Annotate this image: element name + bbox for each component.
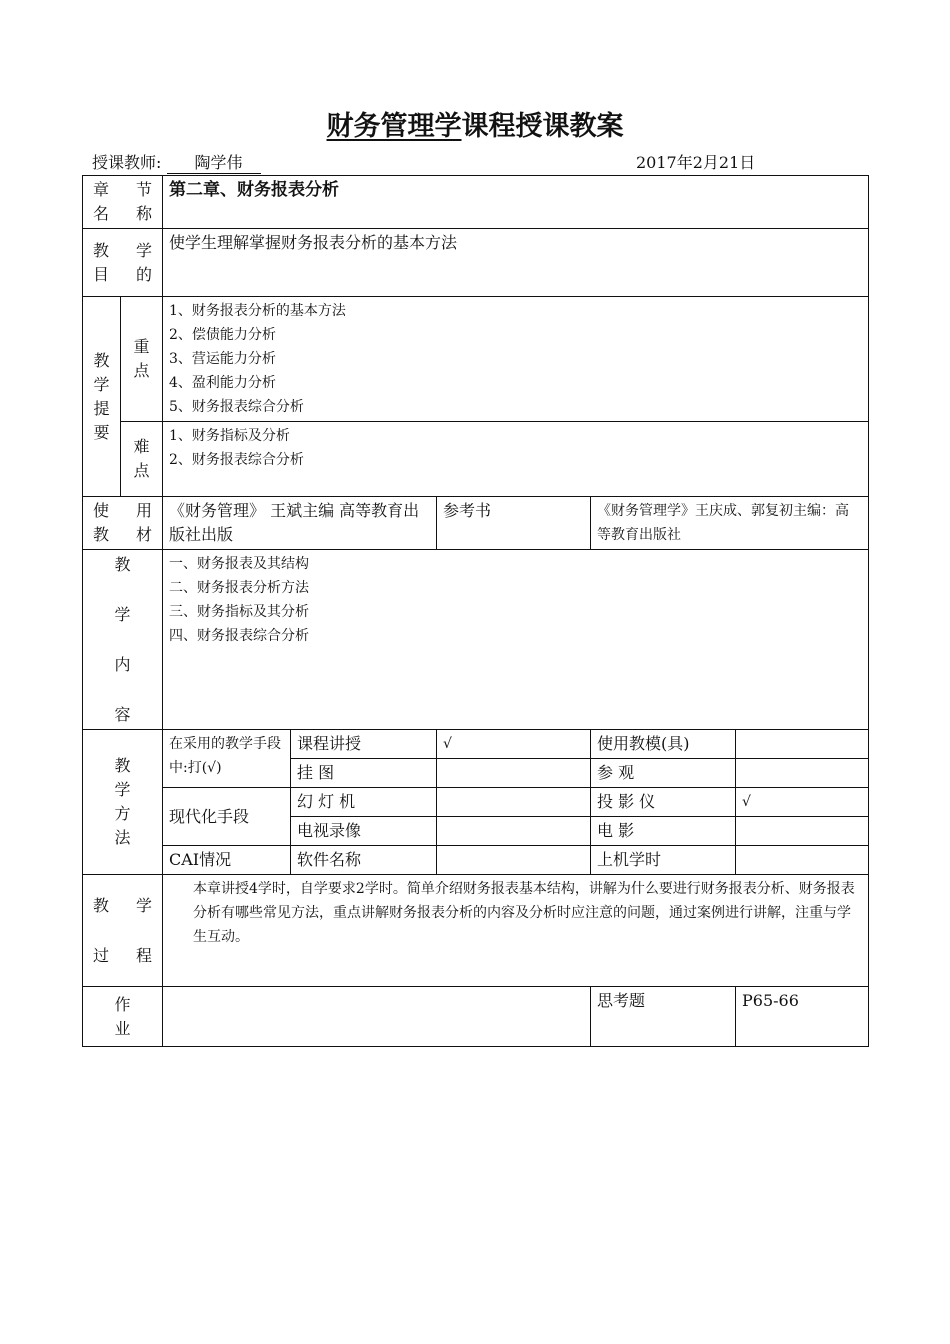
chapter-value: 第二章、财务报表分析 — [163, 176, 869, 229]
method-check: √ — [437, 730, 591, 759]
row-methods-1 — [83, 730, 869, 759]
method-name: 幻 灯 机 — [291, 788, 437, 817]
row-process — [83, 875, 869, 987]
list-item: 2、财务报表综合分析 — [169, 452, 304, 468]
methods-modern: 现代化手段 — [163, 788, 291, 846]
chapter-label: 章 节 名 称 — [83, 176, 163, 229]
row-key-points — [83, 297, 869, 422]
list-item: 4、盈利能力分析 — [169, 375, 276, 391]
key-points-list — [163, 297, 869, 422]
method-check: √ — [736, 788, 869, 817]
content-label: 教 学 内 容 — [83, 550, 163, 730]
method-check — [437, 788, 591, 817]
methods-label: 教 学 方 法 — [83, 730, 163, 875]
hard-label: 难 点 — [121, 422, 163, 497]
list-item: 2、偿债能力分析 — [169, 327, 276, 343]
goal-value: 使学生理解掌握财务报表分析的基本方法 — [163, 229, 869, 297]
method-name: 使用教模(具) — [591, 730, 736, 759]
homework-value — [163, 987, 591, 1047]
method-name: 挂 图 — [291, 759, 437, 788]
homework-label: 作 业 — [83, 987, 163, 1047]
row-homework — [83, 987, 869, 1047]
list-item: 四、财务报表综合分析 — [169, 628, 309, 644]
list-item: 一、财务报表及其结构 — [169, 556, 309, 572]
method-name: 上机学时 — [591, 846, 736, 875]
reference-value: 《财务管理学》王庆成、郭复初主编：高等教育出版社 — [591, 497, 869, 550]
list-item: 1、财务报表分析的基本方法 — [169, 303, 346, 319]
row-chapter — [83, 176, 869, 229]
materials-label: 使 用 教 材 — [83, 497, 163, 550]
list-item: 1、财务指标及分析 — [169, 428, 290, 444]
row-goal — [83, 229, 869, 297]
textbook-value: 《财务管理》 王斌主编 高等教育出版社出版 — [163, 497, 437, 550]
think-value: P65-66 — [736, 987, 869, 1047]
list-item: 3、营运能力分析 — [169, 351, 276, 367]
hard-points-list — [163, 422, 869, 497]
method-name: 课程讲授 — [291, 730, 437, 759]
process-text: 本章讲授4学时，自学要求2学时。简单介绍财务报表基本结构，讲解为什么要进行财务报表分析、财务报表分析有哪些常见方法，重点讲解财务报表分析的内容及分析时应注意的问题，通过案例进行讲解，注重与学生互动。 — [163, 875, 869, 987]
think-label: 思考题 — [591, 987, 736, 1047]
method-check — [437, 846, 591, 875]
list-item: 三、财务指标及其分析 — [169, 604, 309, 620]
method-check — [736, 817, 869, 846]
title-rest: 课程授课教案 — [461, 111, 624, 142]
methods-current-note: 在采用的教学手段中:打(√) — [163, 730, 291, 788]
lesson-plan-table — [82, 175, 869, 1047]
method-check — [736, 846, 869, 875]
row-materials — [83, 497, 869, 550]
method-check — [437, 817, 591, 846]
method-name: 软件名称 — [291, 846, 437, 875]
method-name: 电 影 — [591, 817, 736, 846]
method-name: 电视录像 — [291, 817, 437, 846]
method-check — [736, 759, 869, 788]
process-label: 教 学 过 程 — [83, 875, 163, 987]
reference-label: 参考书 — [437, 497, 591, 550]
method-check — [736, 730, 869, 759]
teacher-line — [92, 150, 261, 174]
title-underlined: 财务管理学 — [326, 111, 462, 142]
list-item: 5、财务报表综合分析 — [169, 399, 304, 415]
content-list — [163, 550, 869, 730]
method-name: 投 影 仪 — [591, 788, 736, 817]
row-hard-points — [83, 422, 869, 497]
outline-label: 教 学 提 要 — [83, 297, 121, 497]
row-methods-5 — [83, 846, 869, 875]
document-title — [0, 104, 950, 143]
method-name: 参 观 — [591, 759, 736, 788]
list-item: 二、财务报表分析方法 — [169, 580, 309, 596]
goal-label: 教 学 目 的 — [83, 229, 163, 297]
row-content — [83, 550, 869, 730]
teacher-name: 陶学伟 — [167, 150, 261, 174]
method-check — [437, 759, 591, 788]
teacher-label: 授课教师: — [92, 153, 162, 172]
date: 2017年2月21日 — [636, 153, 756, 172]
key-label: 重 点 — [121, 297, 163, 422]
row-methods-3 — [83, 788, 869, 817]
methods-cai: CAI情况 — [163, 846, 291, 875]
